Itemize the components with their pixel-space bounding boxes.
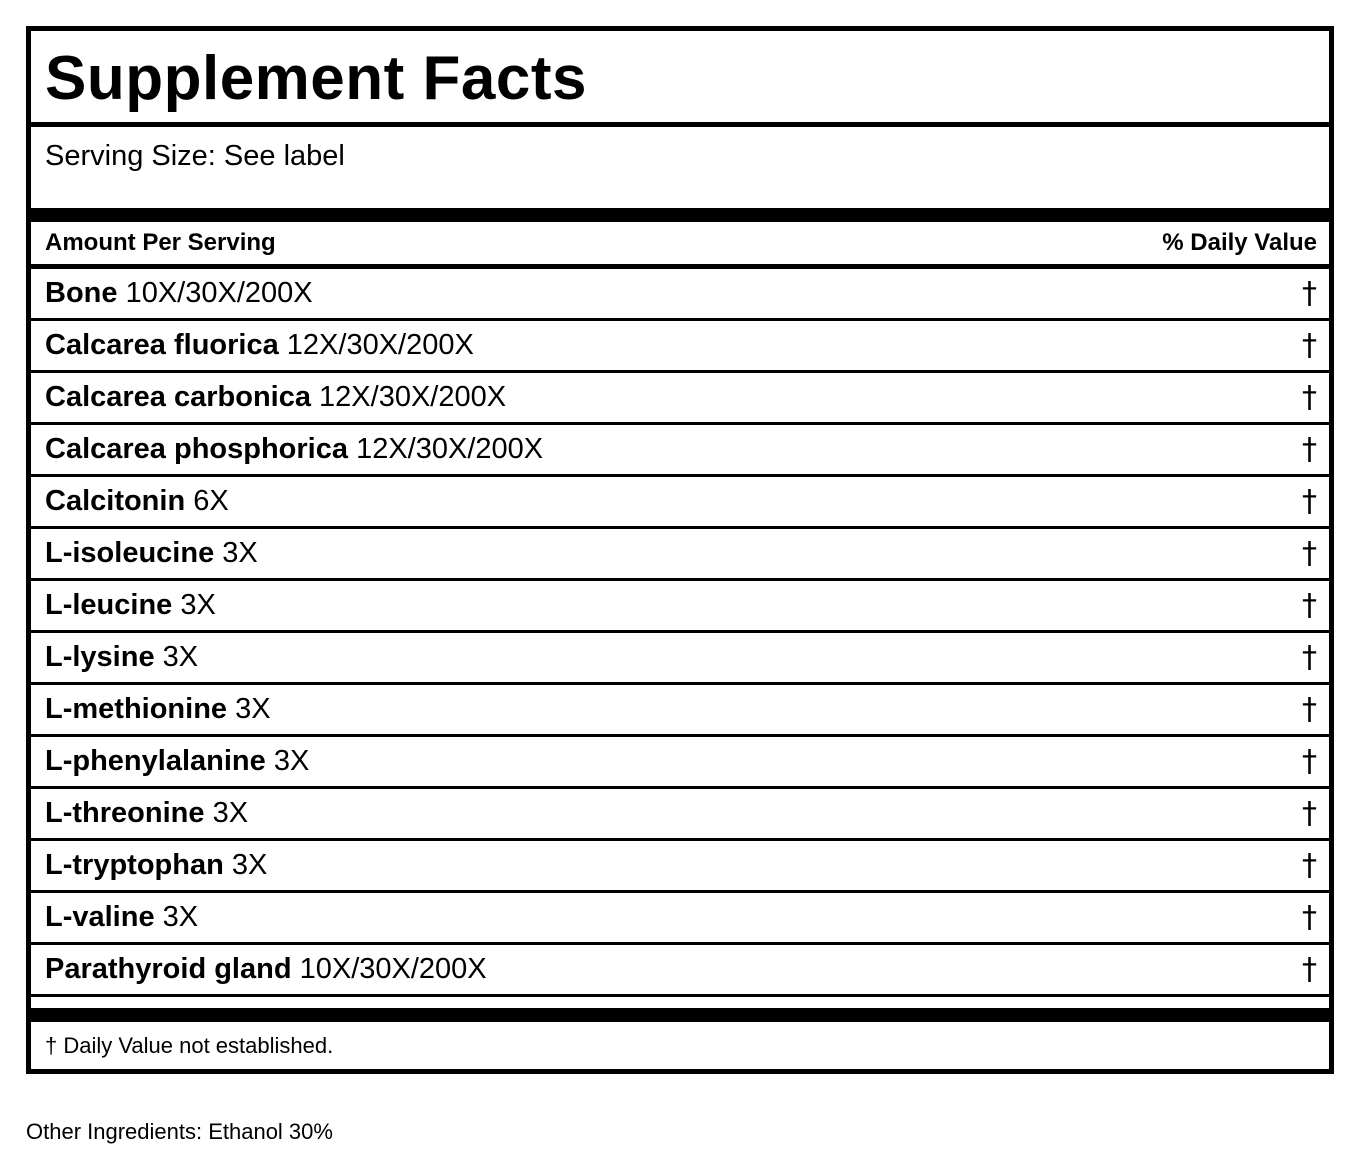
ingredient-row xyxy=(31,373,1329,425)
ingredient-row xyxy=(31,529,1329,581)
ingredient-name: L-threonine xyxy=(45,797,205,829)
ingredient-row xyxy=(31,477,1329,529)
ingredient-row xyxy=(31,321,1329,373)
ingredient-potency: 3X xyxy=(231,849,268,881)
daily-value-dagger: † xyxy=(1302,380,1317,415)
ingredient-potency: 3X xyxy=(273,745,310,777)
panel-title: Supplement Facts xyxy=(45,44,587,113)
daily-value-dagger: † xyxy=(1302,796,1317,831)
ingredient-potency: 6X xyxy=(193,485,229,517)
ingredient-entry xyxy=(45,953,487,986)
daily-value-dagger: † xyxy=(1302,588,1317,623)
ingredient-row xyxy=(31,581,1329,633)
ingredient-potency: 12X/30X/200X xyxy=(356,433,544,465)
daily-value-dagger: † xyxy=(1302,276,1317,311)
ingredient-potency: 3X xyxy=(222,537,258,569)
ingredient-row xyxy=(31,685,1329,737)
serving-block xyxy=(31,127,1329,222)
daily-value-dagger: † xyxy=(1302,484,1317,519)
ingredient-entry xyxy=(45,329,474,362)
ingredient-row xyxy=(31,893,1329,945)
ingredient-name: Calcarea carbonica xyxy=(45,381,311,413)
daily-value-dagger: † xyxy=(1302,328,1317,363)
ingredient-row xyxy=(31,789,1329,841)
daily-value-dagger: † xyxy=(1302,432,1317,467)
ingredient-name: Bone xyxy=(45,277,118,309)
ingredient-potency: 3X xyxy=(162,641,199,673)
ingredient-row xyxy=(31,633,1329,685)
daily-value-dagger: † xyxy=(1302,640,1317,675)
ingredient-row xyxy=(31,737,1329,789)
ingredient-entry xyxy=(45,537,258,570)
ingredient-potency: 10X/30X/200X xyxy=(125,277,313,309)
ingredient-name: L-methionine xyxy=(45,693,228,725)
ingredient-potency: 3X xyxy=(162,901,199,933)
daily-value-label: % Daily Value xyxy=(1162,229,1317,256)
ingredient-name: L-isoleucine xyxy=(45,537,215,569)
ingredient-entry xyxy=(45,901,198,934)
daily-value-dagger: † xyxy=(1302,744,1317,779)
amount-per-serving-label: Amount Per Serving xyxy=(45,229,276,256)
ingredient-name: L-phenylalanine xyxy=(45,745,266,777)
ingredient-entry xyxy=(45,381,506,414)
ingredient-name: Calcarea fluorica xyxy=(45,329,279,361)
daily-value-dagger: † xyxy=(1302,692,1317,727)
other-ingredients: Other Ingredients: Ethanol 30% xyxy=(26,1119,333,1144)
daily-value-dagger: † xyxy=(1302,848,1317,883)
ingredient-name: L-valine xyxy=(45,901,155,933)
ingredient-name: Calcitonin xyxy=(45,485,186,517)
ingredient-entry xyxy=(45,641,198,674)
section-divider xyxy=(31,997,1329,1022)
ingredient-list xyxy=(31,269,1329,997)
ingredient-row xyxy=(31,269,1329,321)
ingredient-potency: 10X/30X/200X xyxy=(299,953,487,985)
ingredient-entry xyxy=(45,849,267,882)
serving-size: Serving Size: See label xyxy=(45,140,345,172)
ingredient-entry xyxy=(45,797,248,830)
ingredient-row xyxy=(31,425,1329,477)
ingredient-entry xyxy=(45,433,543,466)
ingredient-name: L-lysine xyxy=(45,641,155,673)
ingredient-entry xyxy=(45,277,313,310)
ingredient-entry xyxy=(45,589,216,622)
ingredient-name: L-leucine xyxy=(45,589,173,621)
title-block xyxy=(31,31,1329,127)
ingredient-name: L-tryptophan xyxy=(45,849,224,881)
ingredient-row xyxy=(31,841,1329,893)
ingredient-potency: 12X/30X/200X xyxy=(286,329,474,361)
daily-value-dagger: † xyxy=(1302,536,1317,571)
daily-value-footnote: † Daily Value not established. xyxy=(45,1032,334,1058)
ingredient-row xyxy=(31,945,1329,997)
ingredient-entry xyxy=(45,693,271,726)
daily-value-dagger: † xyxy=(1302,900,1317,935)
supplement-facts-panel xyxy=(26,26,1334,1074)
daily-value-dagger: † xyxy=(1302,952,1317,987)
ingredient-potency: 3X xyxy=(235,693,271,725)
ingredient-potency: 3X xyxy=(212,797,249,829)
ingredient-entry xyxy=(45,745,309,778)
ingredient-potency: 3X xyxy=(180,589,216,621)
ingredient-name: Calcarea phosphorica xyxy=(45,433,348,465)
ingredient-name: Parathyroid gland xyxy=(45,953,292,985)
ingredient-potency: 12X/30X/200X xyxy=(319,381,507,413)
ingredient-entry xyxy=(45,485,229,518)
amount-header-row xyxy=(31,222,1329,269)
